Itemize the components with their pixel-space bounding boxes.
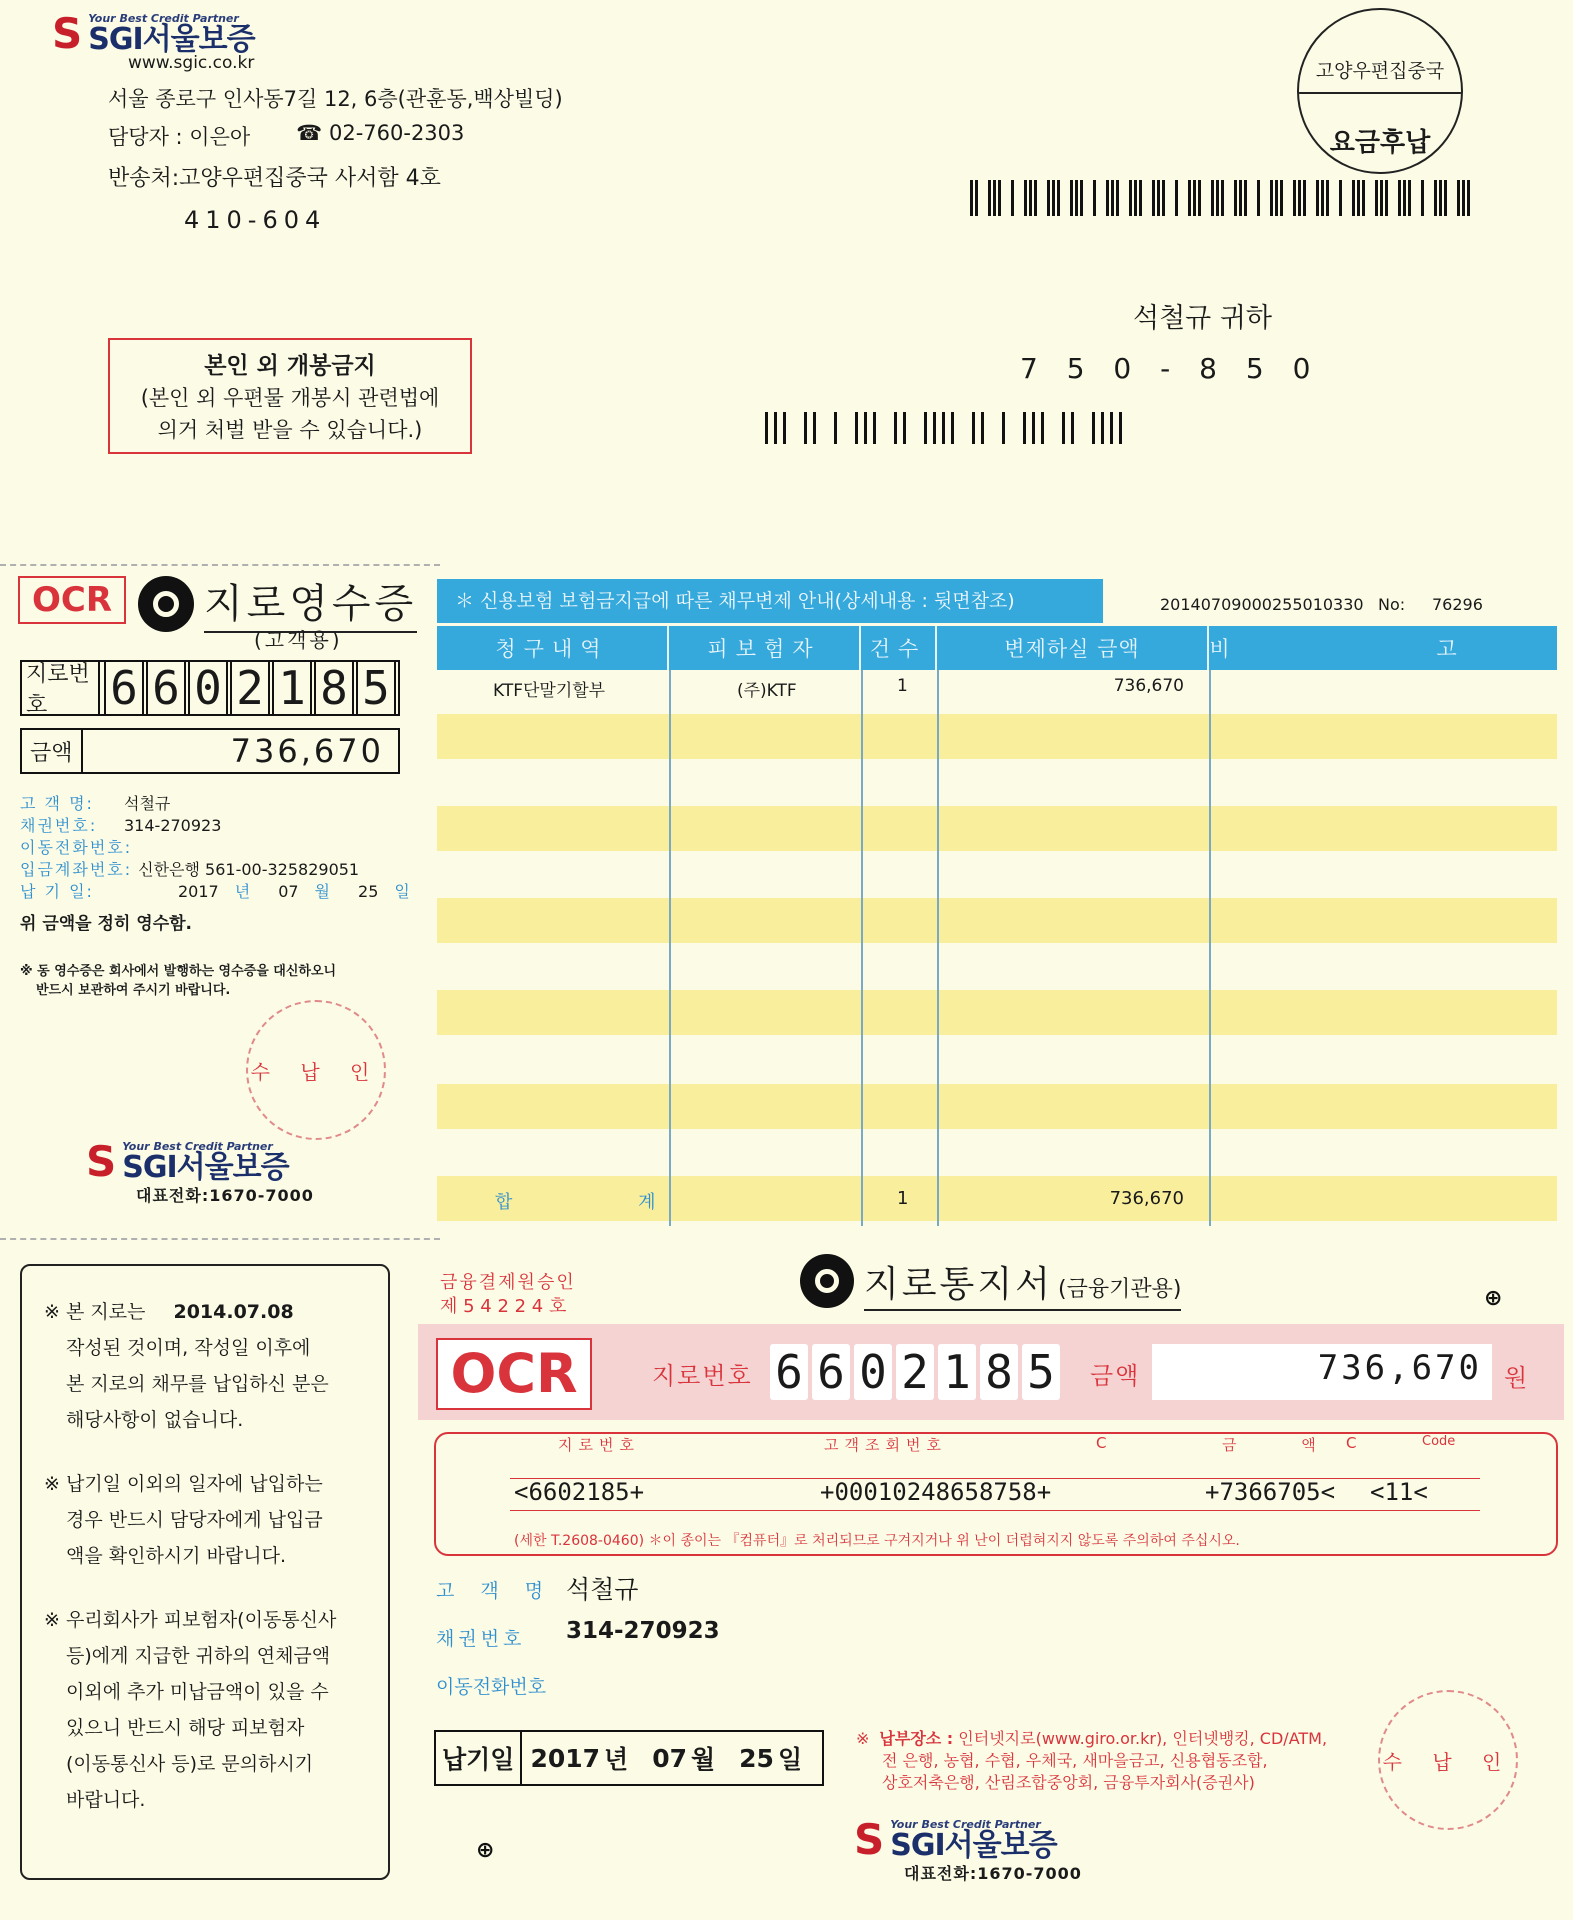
- slip-due-box: 납기일 2017 년 07 월 25 일: [434, 1730, 824, 1786]
- barcode-bar: [1034, 180, 1037, 216]
- barcode-bar: [960, 412, 966, 444]
- sender-website: www.sgic.co.kr: [128, 53, 255, 73]
- barcode-bar: [1157, 180, 1160, 216]
- barcode-bar: [1457, 180, 1460, 216]
- barcode-bar: [1221, 180, 1224, 216]
- ocr-note: (세한 T.2608-0460) ＊이 종이는 『컴퓨터』로 처리되므로 구겨지거나 위 난이 더럽혀지지 않도록 주의하여 주십시오.: [514, 1533, 1240, 1549]
- statement-ref: 20140709000255010330: [1160, 595, 1364, 614]
- barcode-bar: [1362, 180, 1365, 216]
- barcode-bar: [1080, 412, 1086, 444]
- slip-ocr-badge: OCR: [436, 1338, 592, 1410]
- barcode-bar: [813, 412, 816, 444]
- barcode-bar: [1093, 180, 1096, 216]
- giro-digit: 5: [356, 660, 396, 716]
- barcode-bar: [894, 412, 897, 444]
- barcode-bar: [903, 412, 906, 444]
- barcode-bar: [1016, 180, 1022, 216]
- barcode-bar: [1162, 180, 1165, 216]
- barcode-bar: [1390, 180, 1396, 216]
- col-header: 청구내역: [437, 626, 669, 670]
- barcode-bar: [1439, 180, 1442, 216]
- postage-stamp: [1297, 8, 1463, 174]
- barcode-bar: [1003, 180, 1009, 216]
- table-total-row: [437, 1182, 1557, 1222]
- barcode-bar: [1275, 180, 1278, 216]
- payment-places: ※ 납부장소 : 인터넷지로(www.giro.or.kr), 인터넷뱅킹, CD/ATM, 전 은행, 농협, 수협, 우체국, 새마을금고, 신용협동조합, 상호저축은행, 산림조합중앙회, 금융투자회사(증권사): [856, 1729, 1328, 1792]
- slip-giro-symbol-icon: [800, 1254, 854, 1308]
- barcode-bar: [864, 412, 867, 444]
- barcode-bar: [1344, 180, 1350, 216]
- barcode-bar: [1050, 412, 1056, 444]
- receipt-logo: [86, 1136, 314, 1206]
- barcode-bar: [1134, 180, 1137, 216]
- slip-won: 원: [1504, 1364, 1528, 1392]
- receipt-stamp: 수 납 인: [246, 1000, 386, 1140]
- approval-line2: 제 5 4 2 2 4 호: [440, 1296, 567, 1317]
- zip-barcode: [765, 412, 1134, 444]
- slip-title-sub: (금융기관용): [1057, 1277, 1182, 1302]
- barcode-bar: [1024, 180, 1027, 216]
- postage-office: 고양우편집중국: [1315, 60, 1445, 82]
- receipt-note-line2: 반드시 보관하여 주시기 바랍니다.: [36, 983, 231, 998]
- barcode-bar: [1449, 180, 1455, 216]
- barcode-bar: [1357, 180, 1360, 216]
- barcode-bar: [1080, 180, 1083, 216]
- sender-phone: ☎ 02-760-2303: [296, 121, 465, 145]
- barcode-bar: [882, 412, 888, 444]
- recipient-name: 석철규 귀하: [1133, 303, 1272, 334]
- warning-line2: 의거 처벌 받을 수 있습니다.): [157, 418, 423, 442]
- barcode-bar: [1367, 180, 1373, 216]
- barcode-bar: [1071, 412, 1074, 444]
- giro-digit: 1: [272, 660, 312, 716]
- postage-text: 요금후납: [1329, 128, 1431, 158]
- barcode-bar: [1180, 180, 1186, 216]
- barcode-bar: [975, 180, 978, 216]
- barcode-bar: [1011, 180, 1014, 216]
- col-header: 건수: [861, 626, 937, 670]
- giro-digit: 6: [146, 660, 186, 716]
- row-amount: 736,670: [1113, 676, 1184, 696]
- barcode-bar: [1057, 180, 1060, 216]
- barcode-bar: [1408, 180, 1411, 216]
- slip-stamp: 수 납 인: [1378, 1690, 1518, 1830]
- barcode-bar: [1139, 180, 1142, 216]
- slip-giro-label: 지로번호: [652, 1362, 753, 1390]
- barcode-bar: [873, 412, 876, 444]
- return-address: 반송처:고양우편집중국 사서함 4호: [108, 166, 441, 191]
- barcode-bar: [1101, 412, 1104, 444]
- barcode-bar: [1092, 412, 1095, 444]
- giro-digit: 8: [980, 1344, 1018, 1400]
- slip-phone: 대표전화:1670-7000: [904, 1864, 1082, 1883]
- logo-name: SGI서울보증: [88, 22, 255, 57]
- barcode-bar: [1434, 180, 1437, 216]
- barcode-bar: [970, 180, 973, 216]
- logo-tagline: Your Best Credit Partner: [890, 1818, 1041, 1831]
- barcode-bar: [1198, 180, 1201, 216]
- receipt-amount-box: [20, 728, 400, 774]
- col-header: 비 고: [1209, 637, 1557, 661]
- logo-name: SGI서울보증: [122, 1150, 289, 1185]
- barcode-bar: [972, 412, 975, 444]
- barcode-bar: [1032, 412, 1035, 444]
- barcode-bar: [1167, 180, 1173, 216]
- receipt-field-row: 고 객 명: 석철규: [20, 794, 171, 813]
- slip-amount-label: 금액: [1090, 1362, 1141, 1390]
- slip-mobile-label: 이동전화번호: [436, 1676, 547, 1698]
- barcode-bar: [1216, 180, 1219, 216]
- slip-giro-number: [770, 1344, 1064, 1400]
- barcode-bar: [998, 180, 1001, 216]
- barcode-bar: [1380, 180, 1383, 216]
- barcode-bar: [993, 180, 996, 216]
- barcode-bar: [792, 412, 798, 444]
- giro-symbol-icon: [138, 576, 194, 632]
- barcode-bar: [924, 412, 927, 444]
- receipt-giro-label: 지로번호: [22, 662, 100, 714]
- barcode-bar: [1270, 180, 1273, 216]
- barcode-bar: [1144, 180, 1150, 216]
- barcode-bar: [1188, 180, 1191, 216]
- barcode-bar: [1002, 412, 1005, 444]
- barcode-bar: [1011, 412, 1017, 444]
- slip-due-label: 납기일: [436, 1732, 522, 1784]
- receipt-phone: 대표전화:1670-7000: [136, 1186, 314, 1205]
- sgi-logo: [52, 8, 612, 58]
- giro-digit: 0: [188, 660, 228, 716]
- receipt-field-row: 채권번호: 314-270923: [20, 816, 222, 835]
- warning-box: [108, 338, 472, 454]
- barcode-bar: [1110, 412, 1113, 444]
- row-item: KTF단말기할부: [493, 681, 606, 701]
- table-row-bg: [437, 1084, 1557, 1129]
- barcode-bar: [1467, 180, 1470, 216]
- notice-item-1: ※ 본 지로는 2014.07.08 작성된 것이며, 작성일 이후에 본 지로의 채무를 납입하신 분은 해당사항이 없습니다.: [44, 1301, 329, 1431]
- ocr-badge: OCR: [18, 576, 126, 624]
- barcode-bar: [1203, 180, 1209, 216]
- notice-box: [20, 1264, 390, 1880]
- receipt-received-text: 위 금액을 정히 영수함.: [20, 914, 193, 934]
- logo-name: SGI서울보증: [890, 1828, 1057, 1863]
- barcode-bar: [1234, 180, 1237, 216]
- total-amount: 736,670: [1109, 1188, 1184, 1209]
- barcode-bar: [981, 412, 984, 444]
- barcode-bar: [951, 412, 954, 444]
- barcode-bar: [1121, 180, 1127, 216]
- giro-digit: 6: [812, 1344, 850, 1400]
- slip-amount: 736,670: [1317, 1348, 1482, 1388]
- barcode-bar: [1285, 180, 1291, 216]
- row-count: 1: [897, 676, 908, 696]
- notice-item-3: ※ 우리회사가 피보험자(이동통신사 등)에게 지급한 귀하의 연체금액 이외에 추가 미납금액이 있을 수 있으니 반드시 해당 피보험자 (이동통신사 등)로 문의하시기 바랍니다.: [44, 1609, 337, 1811]
- receipt-amount-label: 금액: [22, 730, 83, 772]
- table-row-bg: [437, 990, 1557, 1035]
- barcode-bar: [1111, 180, 1114, 216]
- barcode-bar: [1298, 180, 1301, 216]
- table-row-bg: [437, 898, 1557, 943]
- barcode-bar: [1062, 180, 1068, 216]
- barcode-bar: [834, 412, 837, 444]
- barcode-bar: [988, 180, 991, 216]
- slip-logo: [854, 1814, 1082, 1884]
- receipt-note-line1: ※ 동 영수증은 회사에서 발행하는 영수증을 대신하오니: [20, 964, 337, 979]
- statement-no-label: No:: [1378, 595, 1406, 614]
- table-row-bg: [437, 806, 1557, 851]
- sender-block: [52, 8, 612, 234]
- barcode-bar: [942, 412, 945, 444]
- barcode-bar: [1321, 180, 1324, 216]
- barcode-bar: [980, 180, 986, 216]
- barcode-bar: [822, 412, 828, 444]
- slip-bond-label: 채권번호: [436, 1628, 526, 1650]
- barcode-bar: [1062, 412, 1065, 444]
- sgi-logo-icon: S: [86, 1136, 117, 1186]
- giro-digit: 8: [314, 660, 354, 716]
- receipt-field-row: 이동전화번호:: [20, 838, 133, 857]
- barcode-bar: [1244, 180, 1247, 216]
- barcode-bar: [1239, 180, 1242, 216]
- barcode-bar: [1444, 180, 1447, 216]
- sender-contact: 담당자 : 이은아: [108, 125, 251, 149]
- barcode-bar: [1070, 180, 1073, 216]
- barcode-bar: [1152, 180, 1155, 216]
- registration-mark-icon: ⊕: [476, 1838, 495, 1863]
- barcode-bar: [1226, 180, 1232, 216]
- fold-line-2: [0, 1238, 440, 1240]
- logo-tagline: Your Best Credit Partner: [88, 12, 239, 25]
- barcode-bar: [1175, 180, 1178, 216]
- barcode-bar: [1129, 180, 1132, 216]
- col-header: 피보험자: [669, 626, 861, 670]
- receipt-title: 지로영수증: [204, 572, 417, 633]
- sgi-logo-icon: S: [854, 1814, 885, 1864]
- warning-line1: (본인 외 우편물 개봉시 관련법에: [140, 386, 440, 410]
- registration-mark-icon: ⊕: [1484, 1286, 1503, 1311]
- receipt-subtitle: (고객용): [254, 628, 343, 652]
- col-header: 변제하실 금액: [937, 626, 1209, 670]
- barcode-bar: [1426, 180, 1432, 216]
- barcode-bar: [765, 412, 768, 444]
- barcode-bar: [1039, 180, 1045, 216]
- notice-item-2: ※ 납기일 이외의 일자에 납입하는 경우 반드시 담당자에게 납입금 액을 확인하시기 바랍니다.: [44, 1473, 323, 1567]
- slip-customer-label: 고 객 명: [436, 1580, 554, 1602]
- barcode-bar: [1421, 180, 1424, 216]
- barcode-bar: [933, 412, 936, 444]
- receipt-due-row: 납 기 일: 2017 년 07 월 25 일: [20, 882, 410, 901]
- sender-address: 서울 종로구 인사동7길 12, 6층(관훈동,백상빌딩): [108, 87, 563, 111]
- slip-bond: 314-270923: [566, 1618, 720, 1644]
- barcode-bar: [1075, 180, 1078, 216]
- receipt-amount: 736,670: [230, 732, 384, 770]
- barcode-bar: [1280, 180, 1283, 216]
- barcode-bar: [1116, 180, 1119, 216]
- barcode-bar: [1052, 180, 1055, 216]
- barcode-bar: [1128, 412, 1134, 444]
- sgi-logo-icon: S: [52, 8, 83, 58]
- slip-title: 지로통지서: [864, 1264, 1053, 1305]
- statement-header: [437, 626, 1557, 670]
- barcode-bar: [1339, 180, 1342, 216]
- barcode-bar: [1249, 180, 1255, 216]
- barcode-bar: [1293, 180, 1296, 216]
- total-label: 합 계: [495, 1192, 716, 1213]
- giro-digit: 6: [770, 1344, 808, 1400]
- barcode-bar: [990, 412, 996, 444]
- receipt-fields: [20, 793, 420, 998]
- barcode-bar: [1106, 180, 1109, 216]
- fold-line: [0, 564, 440, 566]
- statement-banner: ＊ 신용보험 보험금지급에 따른 채무변제 안내(상세내용 : 뒷면참조): [437, 579, 1103, 623]
- postal-barcode: [970, 180, 1470, 216]
- barcode-bar: [1316, 180, 1319, 216]
- return-zip: 410-604: [184, 206, 327, 234]
- barcode-bar: [1403, 180, 1406, 216]
- table-row: [437, 676, 1557, 706]
- approval-line1: 금융결제원승인: [440, 1272, 576, 1293]
- total-count: 1: [897, 1188, 909, 1209]
- barcode-bar: [1303, 180, 1306, 216]
- warning-title: 본인 외 개봉금지: [204, 353, 376, 379]
- barcode-bar: [912, 412, 918, 444]
- barcode-bar: [1398, 180, 1401, 216]
- barcode-bar: [1029, 180, 1032, 216]
- barcode-bar: [774, 412, 777, 444]
- barcode-bar: [1308, 180, 1314, 216]
- giro-digit: 1: [938, 1344, 976, 1400]
- barcode-bar: [1257, 180, 1260, 216]
- barcode-bar: [1023, 412, 1026, 444]
- barcode-bar: [843, 412, 849, 444]
- giro-digit: 2: [896, 1344, 934, 1400]
- barcode-bar: [1385, 180, 1388, 216]
- barcode-bar: [1462, 180, 1465, 216]
- receipt-field-row: 입금계좌번호: 신한은행 561-00-325829051: [20, 860, 360, 879]
- barcode-bar: [1352, 180, 1355, 216]
- recipient-zip: 7 5 0 - 8 5 0: [1020, 352, 1321, 385]
- slip-title-wrap: [864, 1256, 1181, 1311]
- barcode-bar: [1041, 412, 1044, 444]
- barcode-bar: [1326, 180, 1329, 216]
- barcode-bar: [783, 412, 786, 444]
- barcode-bar: [1331, 180, 1337, 216]
- receipt-giro-number: [100, 660, 398, 716]
- barcode-bar: [1119, 412, 1122, 444]
- giro-digit: 6: [104, 660, 144, 716]
- statement-no: 76296: [1432, 595, 1483, 614]
- table-row-bg: [437, 714, 1557, 759]
- barcode-bar: [855, 412, 858, 444]
- giro-digit: 5: [1022, 1344, 1060, 1400]
- receipt-giro-box: [20, 660, 400, 716]
- barcode-bar: [1193, 180, 1196, 216]
- barcode-bar: [804, 412, 807, 444]
- giro-digit: 0: [854, 1344, 892, 1400]
- giro-digit: 2: [230, 660, 270, 716]
- barcode-bar: [1375, 180, 1378, 216]
- barcode-bar: [1413, 180, 1419, 216]
- barcode-bar: [1211, 180, 1214, 216]
- barcode-bar: [1262, 180, 1268, 216]
- logo-tagline: Your Best Credit Partner: [122, 1140, 273, 1153]
- row-insured: (주)KTF: [737, 681, 797, 701]
- barcode-bar: [1085, 180, 1091, 216]
- slip-customer: 석철규: [566, 1575, 639, 1604]
- barcode-bar: [1098, 180, 1104, 216]
- barcode-bar: [1047, 180, 1050, 216]
